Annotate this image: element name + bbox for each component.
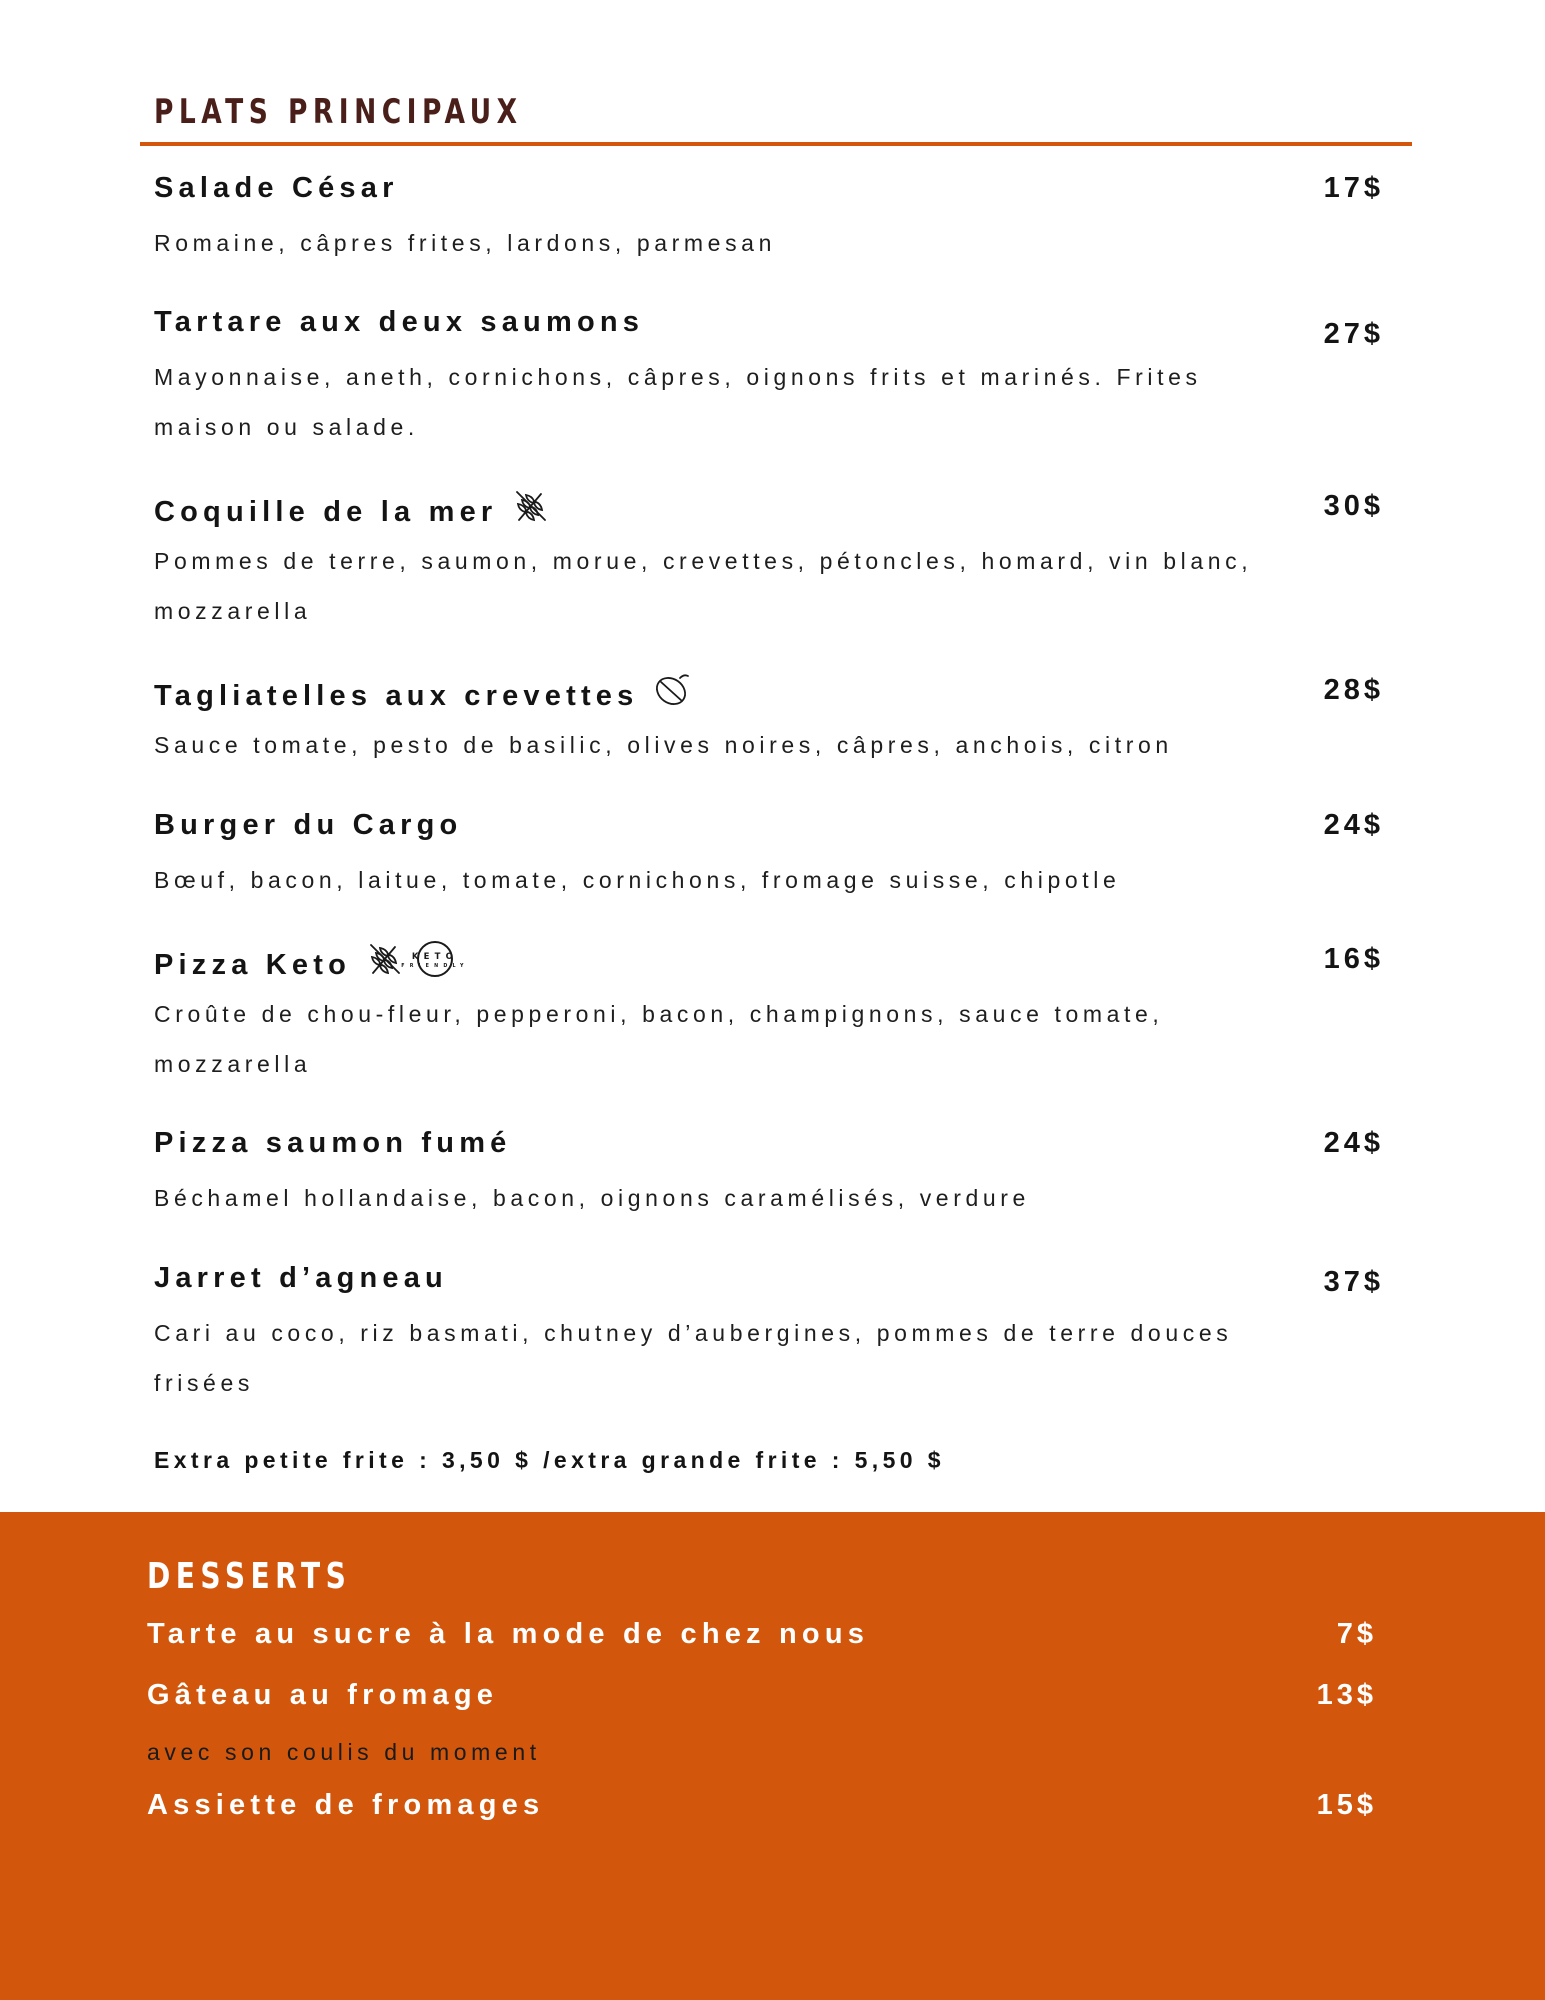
menu-item-pizza-keto bbox=[154, 939, 1384, 1089]
item-name: Salade César bbox=[154, 172, 399, 204]
item-description: Mayonnaise, aneth, cornichons, câpres, oignons frits et marinés. Frites maison ou salade. bbox=[154, 364, 1202, 440]
item-price: 24$ bbox=[1323, 809, 1384, 841]
item-description: Cari au coco, riz basmati, chutney d’aubergines, pommes de terre douces frisées bbox=[154, 1320, 1233, 1396]
item-name: Tartare aux deux saumons bbox=[154, 306, 645, 338]
menu-item-jarret bbox=[154, 1258, 1384, 1408]
dessert-description: avec son coulis du moment bbox=[147, 1739, 541, 1765]
item-name-wrap bbox=[154, 486, 551, 537]
keto-badge-top: KETO bbox=[411, 952, 459, 962]
item-description: Sauce tomate, pesto de basilic, olives noires, câpres, anchois, citron bbox=[154, 732, 1173, 758]
gluten-free-icon bbox=[365, 939, 405, 990]
menu-item-salade-cesar bbox=[154, 168, 1384, 268]
menu-item-burger bbox=[154, 805, 1384, 905]
item-description: Béchamel hollandaise, bacon, oignons caramélisés, verdure bbox=[154, 1185, 1030, 1211]
dessert-item-tarte bbox=[147, 1614, 1377, 1654]
item-name: Jarret d’agneau bbox=[154, 1262, 448, 1294]
item-name: Tagliatelles aux crevettes bbox=[154, 679, 639, 712]
item-price: 16$ bbox=[1323, 943, 1384, 975]
item-price: 30$ bbox=[1323, 490, 1384, 522]
title-divider bbox=[140, 142, 1412, 146]
item-price: 17$ bbox=[1323, 172, 1384, 204]
dessert-price: 13$ bbox=[1316, 1679, 1377, 1711]
keto-friendly-icon bbox=[401, 939, 469, 990]
dessert-name: Assiette de fromages bbox=[147, 1789, 545, 1821]
desserts-section bbox=[0, 1512, 1545, 2000]
gluten-free-icon bbox=[511, 486, 551, 537]
item-name: Pizza Keto bbox=[154, 948, 352, 981]
dessert-item-gateau bbox=[147, 1675, 1377, 1715]
menu-item-coquille bbox=[154, 486, 1384, 636]
item-description: Romaine, câpres frites, lardons, parmesan bbox=[154, 230, 776, 256]
dessert-item-fromages bbox=[147, 1785, 1377, 1825]
main-courses-title: PLATS PRINCIPAUX bbox=[154, 92, 523, 132]
desserts-title: DESSERTS bbox=[147, 1556, 352, 1597]
item-description: Bœuf, bacon, laitue, tomate, cornichons, fromage suisse, chipotle bbox=[154, 867, 1121, 893]
extra-fries-note: Extra petite frite : 3,50 $ /extra grande frite : 5,50 $ bbox=[154, 1447, 945, 1473]
item-name: Burger du Cargo bbox=[154, 809, 463, 841]
item-price: 28$ bbox=[1323, 674, 1384, 706]
item-name-wrap bbox=[154, 670, 692, 721]
keto-badge-bottom: FRIENDLY bbox=[401, 964, 469, 969]
menu-item-tagliatelles bbox=[154, 670, 1384, 770]
item-description: Croûte de chou-fleur, pepperoni, bacon, champignons, sauce tomate, mozzarella bbox=[154, 1001, 1164, 1077]
menu-item-tartare bbox=[154, 302, 1384, 452]
item-price: 24$ bbox=[1323, 1127, 1384, 1159]
nut-icon bbox=[652, 670, 692, 721]
menu-item-pizza-saumon bbox=[154, 1123, 1384, 1223]
dessert-name: Tarte au sucre à la mode de chez nous bbox=[147, 1618, 870, 1650]
item-name: Pizza saumon fumé bbox=[154, 1127, 512, 1159]
dessert-name: Gâteau au fromage bbox=[147, 1679, 499, 1711]
item-name: Coquille de la mer bbox=[154, 495, 498, 528]
item-name-wrap bbox=[154, 939, 469, 990]
item-price: 27$ bbox=[1323, 318, 1384, 350]
item-description: Pommes de terre, saumon, morue, crevettes, pétoncles, homard, vin blanc, mozzarella bbox=[154, 548, 1253, 624]
dessert-price: 15$ bbox=[1316, 1789, 1377, 1821]
dessert-price: 7$ bbox=[1336, 1618, 1377, 1650]
item-price: 37$ bbox=[1323, 1266, 1384, 1298]
